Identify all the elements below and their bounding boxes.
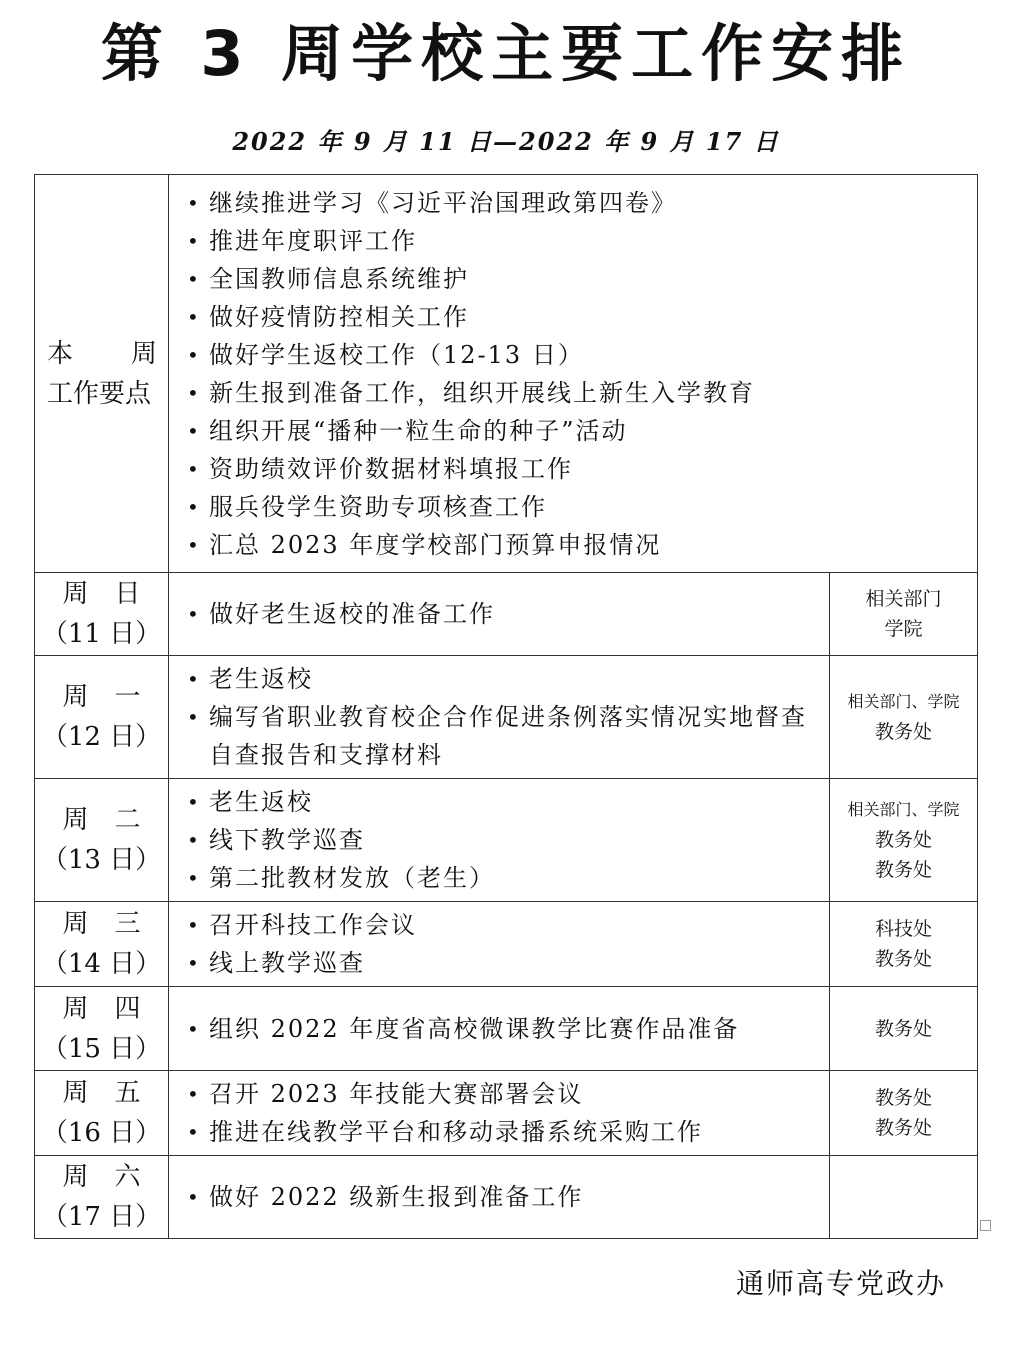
day-items-cell bbox=[169, 656, 830, 779]
day-name: 周 三 bbox=[62, 909, 141, 939]
summary-item: • 服兵役学生资助专项核查工作 bbox=[183, 488, 971, 526]
day-item: • 召开科技工作会议 bbox=[183, 906, 823, 944]
day-item: • 做好 2022 级新生报到准备工作 bbox=[183, 1178, 823, 1216]
day-name: 周 六 bbox=[62, 1162, 141, 1192]
day-item: • 老生返校 bbox=[183, 660, 823, 698]
day-label-cell bbox=[35, 1071, 169, 1156]
day-name: 周 二 bbox=[62, 805, 141, 835]
dept-name: 教务处 bbox=[874, 1087, 932, 1109]
dept-cell bbox=[830, 1071, 978, 1156]
day-name: 周 五 bbox=[62, 1078, 141, 1108]
day-item: • 推进在线教学平台和移动录播系统采购工作 bbox=[183, 1113, 823, 1151]
day-items-cell bbox=[169, 987, 830, 1071]
summary-item: • 做好学生返校工作（12-13 日） bbox=[183, 336, 971, 374]
day-item: • 召开 2023 年技能大赛部署会议 bbox=[183, 1075, 823, 1113]
date-range: 2022 年 9 月 11 日—2022 年 9 月 17 日 bbox=[232, 127, 780, 156]
day-name: 周 一 bbox=[62, 682, 141, 712]
summary-label-bottom: 工作要点 bbox=[47, 378, 152, 409]
day-item: • 编写省职业教育校企合作促进条例落实情况实地督查自查报告和支撑材料 bbox=[183, 698, 823, 774]
summary-item: • 汇总 2023 年度学校部门预算申报情况 bbox=[183, 526, 971, 564]
day-label-cell bbox=[35, 573, 169, 656]
day-item: • 线下教学巡查 bbox=[183, 821, 823, 859]
day-row-thursday bbox=[35, 987, 978, 1071]
day-row-tuesday bbox=[35, 779, 978, 902]
day-row-wednesday bbox=[35, 902, 978, 987]
summary-items-cell bbox=[169, 175, 978, 573]
day-name: 周 日 bbox=[62, 579, 141, 609]
dept-name: 相关部门 bbox=[865, 588, 942, 610]
schedule-table bbox=[34, 174, 978, 1239]
footer-signature: 通师高专党政办 bbox=[735, 1267, 946, 1300]
dept-name: 相关部门、学院 bbox=[847, 800, 960, 819]
dept-name: 教务处 bbox=[874, 948, 932, 970]
dept-name: 教务处 bbox=[874, 829, 932, 851]
dept-cell bbox=[830, 573, 978, 656]
day-item: • 老生返校 bbox=[183, 783, 823, 821]
day-label-cell bbox=[35, 1156, 169, 1239]
day-label-cell bbox=[35, 656, 169, 779]
dept-name: 学院 bbox=[884, 618, 923, 640]
day-item: • 第二批教材发放（老生） bbox=[183, 859, 823, 897]
day-row-monday bbox=[35, 656, 978, 779]
day-date: （15 日） bbox=[41, 1033, 162, 1064]
dept-name: 教务处 bbox=[874, 1117, 932, 1139]
day-date: （16 日） bbox=[41, 1118, 162, 1148]
page-title: 第 3 周学校主要工作安排 bbox=[100, 17, 912, 90]
day-row-sunday bbox=[35, 573, 978, 656]
day-label-cell bbox=[35, 902, 169, 987]
summary-item: • 新生报到准备工作，组织开展线上新生入学教育 bbox=[183, 374, 971, 412]
summary-row bbox=[35, 175, 978, 573]
day-item: • 做好老生返校的准备工作 bbox=[183, 595, 823, 633]
day-row-saturday bbox=[35, 1156, 978, 1239]
summary-label-top-left: 本 bbox=[47, 338, 74, 369]
dept-name: 教务处 bbox=[874, 721, 932, 743]
day-item: • 组织 2022 年度省高校微课教学比赛作品准备 bbox=[183, 1010, 823, 1048]
day-date: （13 日） bbox=[41, 845, 162, 875]
summary-item: • 推进年度职评工作 bbox=[183, 222, 971, 260]
summary-item: • 继续推进学习《习近平治国理政第四卷》 bbox=[183, 184, 971, 222]
dept-cell bbox=[830, 779, 978, 902]
day-items-cell bbox=[169, 902, 830, 987]
dept-name: 相关部门、学院 bbox=[847, 692, 960, 711]
day-date: （17 日） bbox=[41, 1202, 162, 1232]
table-resize-handle bbox=[980, 1220, 991, 1231]
summary-label-top-right: 周 bbox=[130, 338, 157, 369]
dept-name: 教务处 bbox=[874, 859, 932, 881]
summary-item: • 组织开展“播种一粒生命的种子”活动 bbox=[183, 412, 971, 450]
day-items-cell bbox=[169, 573, 830, 656]
day-label-cell bbox=[35, 987, 169, 1071]
day-date: （12 日） bbox=[41, 722, 162, 752]
summary-label-cell bbox=[35, 175, 169, 573]
day-item: • 线上教学巡查 bbox=[183, 944, 823, 982]
day-items-cell bbox=[169, 1071, 830, 1156]
day-label-cell bbox=[35, 779, 169, 902]
day-row-friday bbox=[35, 1071, 978, 1156]
day-items-cell bbox=[169, 1156, 830, 1239]
dept-cell bbox=[830, 1156, 978, 1239]
summary-item: • 做好疫情防控相关工作 bbox=[183, 298, 971, 336]
dept-cell bbox=[830, 987, 978, 1071]
day-name: 周 四 bbox=[62, 993, 141, 1024]
summary-item: • 全国教师信息系统维护 bbox=[183, 260, 971, 298]
dept-cell bbox=[830, 656, 978, 779]
day-date: （11 日） bbox=[41, 619, 162, 649]
day-date: （14 日） bbox=[41, 949, 162, 979]
day-items-cell bbox=[169, 779, 830, 902]
dept-cell bbox=[830, 902, 978, 987]
summary-item: • 资助绩效评价数据材料填报工作 bbox=[183, 450, 971, 488]
dept-name: 科技处 bbox=[874, 918, 932, 940]
dept-name: 教务处 bbox=[874, 1017, 932, 1040]
